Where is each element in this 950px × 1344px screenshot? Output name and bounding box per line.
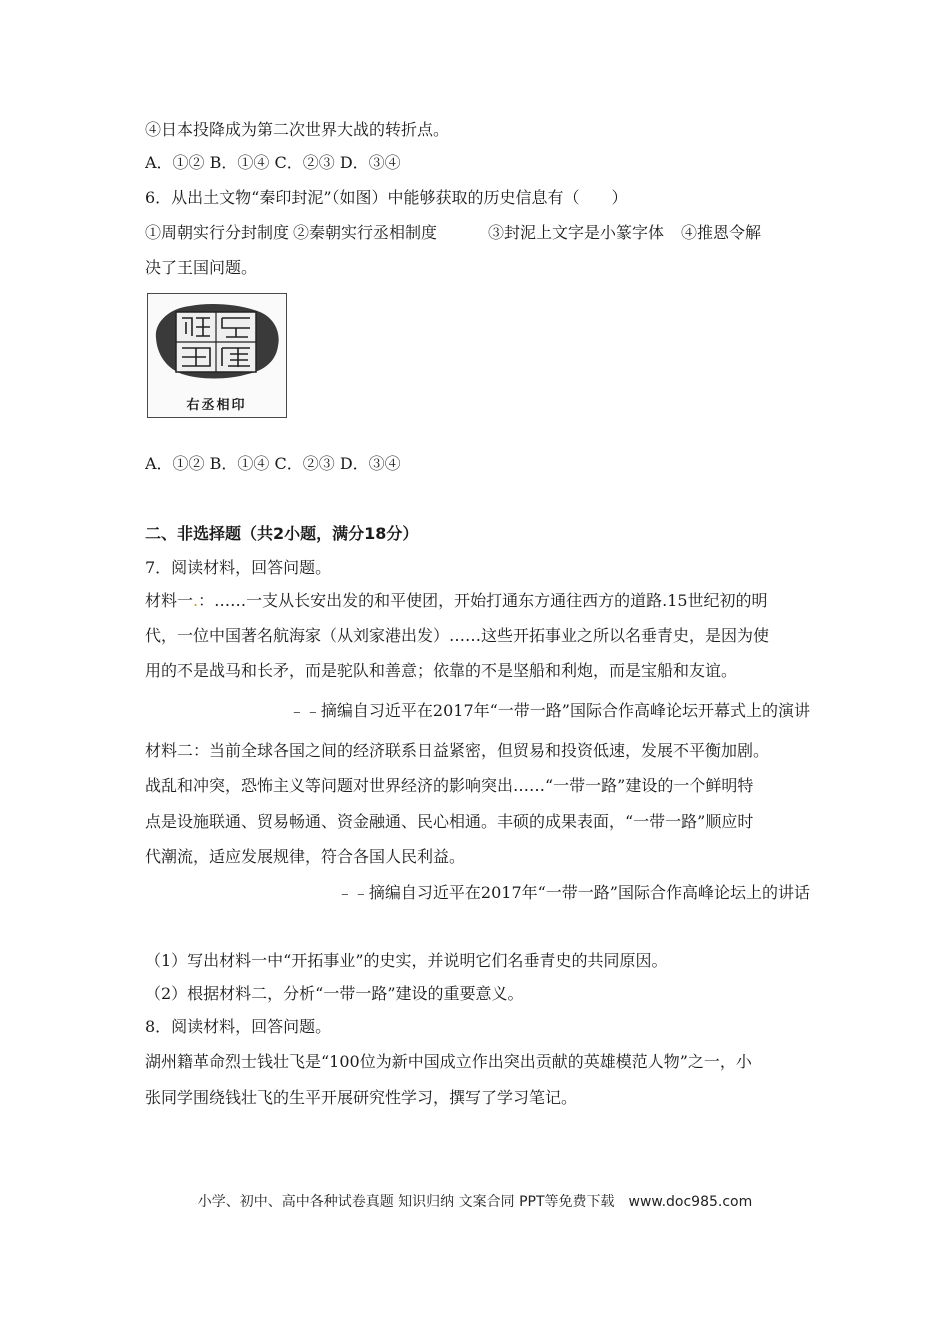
q6-statement-4-continued: 决了王国问题。 xyxy=(145,258,258,277)
q6-statements xyxy=(145,222,810,244)
material-1-text: ：……一支从长安出发的和平使团，开始打通东方通往西方的道路.15世纪初的明 xyxy=(198,591,768,610)
q7-material-1-line-2: 代，一位中国著名航海家（从刘家港出发）……这些开拓事业之所以名垂青史，是因为使 xyxy=(145,626,770,645)
q7-sub-question-1: （1）写出材料一中“开拓事业”的史实，并说明它们名垂青史的共同原因。 xyxy=(145,951,668,970)
q6-statement-2: ②秦朝实行丞相制度 xyxy=(293,223,438,242)
page-footer: 小学、初中、高中各种试卷真题 知识归纳 文案合同 PPT等免费下载 www.doc985.com xyxy=(197,1194,753,1210)
q7-material-2-line-2: 战乱和冲突，恐怖主义等问题对世界经济的影响突出……“一带一路”建设的一个鲜明特 xyxy=(145,776,754,795)
q6-statement-1: ①周朝实行分封制度 xyxy=(145,223,290,242)
q7-material-2-line-4: 代潮流，适应发展规律，符合各国人民利益。 xyxy=(145,847,466,866)
section-2-heading: 二、非选择题（共2小题，满分18分） xyxy=(145,524,419,543)
q6-stem: 6．从出土文物“秦印封泥”（如图）中能够获取的历史信息有（ ） xyxy=(145,188,628,207)
q7-material-1-line-1 xyxy=(145,590,810,612)
q8-stem: 8．阅读材料，回答问题。 xyxy=(145,1017,332,1036)
q5-answer-options: A．①② B．①④ C．②③ D．③④ xyxy=(145,153,401,172)
q7-sub-question-2: （2）根据材料二，分析“一带一路”建设的重要意义。 xyxy=(145,984,524,1003)
figure-caption: 右丞相印 xyxy=(186,398,247,413)
seal-clay-figure xyxy=(147,293,287,418)
q7-material-2-line-3: 点是设施联通、贸易畅通、资金融通、民心相通。丰硕的成果表面，“一带一路”顺应时 xyxy=(145,812,754,831)
annotation-mark: . xyxy=(193,591,199,610)
q6-statement-3: ③封泥上文字是小篆字体 xyxy=(488,223,665,242)
material-1-label: 材料一 xyxy=(145,591,194,610)
q7-stem: 7．阅读材料，回答问题。 xyxy=(145,558,332,577)
q8-material-line-1: 湖州籍革命烈士钱壮飞是“100位为新中国成立作出突出贡献的英雄模范人物”之一，小 xyxy=(145,1052,752,1071)
q7-material-1-line-3: 用的不是战马和长矛，而是驼队和善意；依靠的不是坚船和利炮，而是宝船和友谊。 xyxy=(145,661,738,680)
q7-material-1-source: ﹣﹣摘编自习近平在2017年“一带一路”国际合作高峰论坛开幕式上的演讲 xyxy=(288,701,810,720)
q7-material-2-line-1: 材料二：当前全球各国之间的经济联系日益紧密，但贸易和投资低速，发展不平衡加剧。 xyxy=(145,741,770,760)
seal-clay-image xyxy=(148,294,285,392)
q8-material-line-2: 张同学围绕钱壮飞的生平开展研究性学习，撰写了学习笔记。 xyxy=(145,1088,578,1107)
q6-statement-4: ④推恩令解 xyxy=(681,223,762,242)
q6-answer-options: A．①② B．①④ C．②③ D．③④ xyxy=(145,454,401,473)
q5-item-4: ④日本投降成为第二次世界大战的转折点。 xyxy=(145,120,450,139)
q7-material-2-source: ﹣﹣摘编自习近平在2017年“一带一路”国际合作高峰论坛上的讲话 xyxy=(336,883,810,902)
